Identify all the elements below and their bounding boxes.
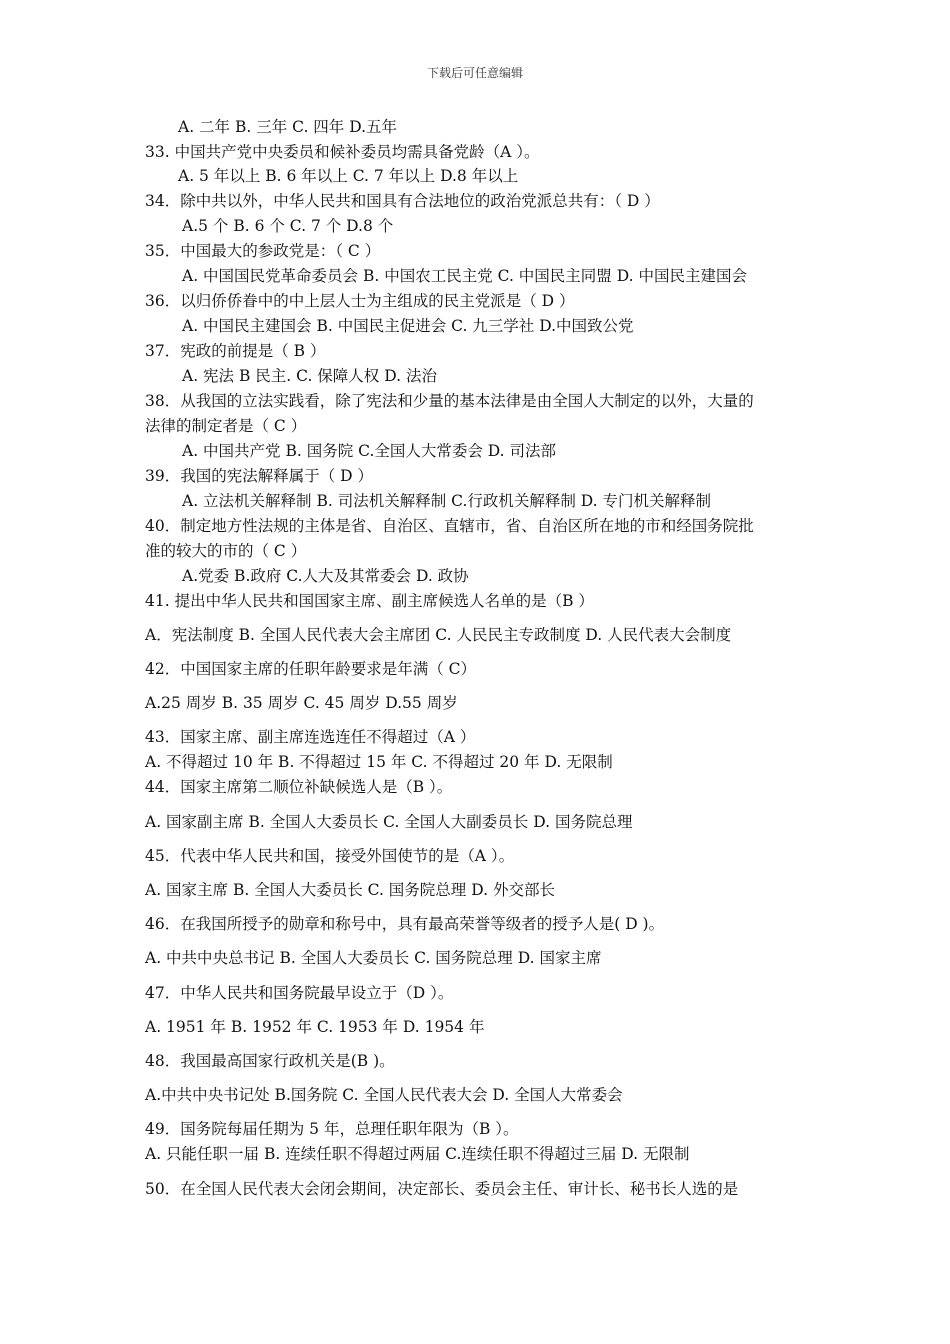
question-40-cont: 准的较大的市的（ C ）: [145, 542, 307, 560]
question-49: 49．国务院每届任期为 5 年，总理任职年限为（B ）。: [145, 1120, 519, 1138]
options-q36: A. 中国民主建国会 B. 中国民主促进会 C. 九三学社 D.中国致公党: [182, 317, 634, 335]
options-q40: A.党委 B.政府 C.人大及其常委会 D. 政协: [182, 567, 469, 585]
options-q39: A. 立法机关解释制 B. 司法机关解释制 C.行政机关解释制 D. 专门机关解释制: [182, 492, 712, 510]
question-33: 33. 中国共产党中央委员和候补委员均需具备党龄（A ）。: [145, 143, 540, 161]
options-q43: A. 不得超过 10 年 B. 不得超过 15 年 C. 不得超过 20 年 D. 无限制: [145, 753, 613, 771]
page-header: 下载后可任意编辑: [426, 66, 523, 80]
options-q47: A. 1951 年 B. 1952 年 C. 1953 年 D. 1954 年: [145, 1018, 485, 1036]
question-40: 40．制定地方性法规的主体是省、自治区、直辖市，省、自治区所在地的市和经国务院批: [145, 517, 754, 535]
options-q42: A.25 周岁 B. 35 周岁 C. 45 周岁 D.55 周岁: [145, 694, 458, 712]
question-42: 42．中国国家主席的任职年龄要求是年满（ C）: [145, 660, 477, 678]
options-q41: A．宪法制度 B. 全国人民代表大会主席团 C. 人民民主专政制度 D. 人民代表大会制度: [145, 626, 732, 644]
options-q45: A. 国家主席 B. 全国人大委员长 C. 国务院总理 D. 外交部长: [145, 881, 555, 899]
question-50: 50．在全国人民代表大会闭会期间，决定部长、委员会主任、审计长、秘书长人选的是: [145, 1180, 739, 1198]
question-35: 35．中国最大的参政党是：（ C ）: [145, 242, 381, 260]
options-q46: A. 中共中央总书记 B. 全国人大委员长 C. 国务院总理 D. 国家主席: [145, 949, 602, 967]
question-48: 48．我国最高国家行政机关是(B )。: [145, 1052, 395, 1070]
question-43: 43．国家主席、副主席连选连任不得超过（A ）: [145, 728, 476, 746]
question-44: 44．国家主席第二顺位补缺候选人是（B ）。: [145, 778, 453, 796]
question-39: 39．我国的宪法解释属于（ D ）: [145, 467, 374, 485]
options-q34: A.5 个 B. 6 个 C. 7 个 D.8 个: [182, 217, 394, 235]
question-36: 36．以归侨侨眷中的中上层人士为主组成的民主党派是（ D ）: [145, 292, 575, 310]
question-41: 41. 提出中华人民共和国国家主席、副主席候选人名单的是（B ）: [145, 592, 594, 610]
options-q49: A. 只能任职一届 B. 连续任职不得超过两届 C.连续任职不得超过三届 D. 无限制: [145, 1145, 690, 1163]
question-45: 45．代表中华人民共和国，接受外国使节的是（A ）。: [145, 847, 515, 865]
options-q48: A.中共中央书记处 B.国务院 C. 全国人民代表大会 D. 全国人大常委会: [145, 1086, 623, 1104]
options-q33: A. 5 年以上 B. 6 年以上 C. 7 年以上 D.8 年以上: [178, 167, 519, 185]
options-q32: A. 二年 B. 三年 C. 四年 D.五年: [178, 118, 398, 136]
question-38: 38．从我国的立法实践看，除了宪法和少量的基本法律是由全国人大制定的以外，大量的: [145, 392, 754, 410]
question-46: 46．在我国所授予的勋章和称号中，具有最高荣誉等级者的授予人是( D )。: [145, 915, 665, 933]
options-q44: A. 国家副主席 B. 全国人大委员长 C. 全国人大副委员长 D. 国务院总理: [145, 813, 633, 831]
question-38-cont: 法律的制定者是（ C ）: [145, 417, 307, 435]
options-q38: A. 中国共产党 B. 国务院 C.全国人大常委会 D. 司法部: [182, 442, 557, 460]
question-47: 47．中华人民共和国务院最早设立于（D ）。: [145, 984, 454, 1002]
question-37: 37．宪政的前提是（ B ）: [145, 342, 326, 360]
question-34: 34．除中共以外，中华人民共和国具有合法地位的政治党派总共有：（ D ）: [145, 192, 660, 210]
options-q37: A. 宪法 B 民主. C. 保障人权 D. 法治: [182, 367, 437, 385]
options-q35: A. 中国国民党革命委员会 B. 中国农工民主党 C. 中国民主同盟 D. 中国民主建国会: [182, 267, 747, 285]
